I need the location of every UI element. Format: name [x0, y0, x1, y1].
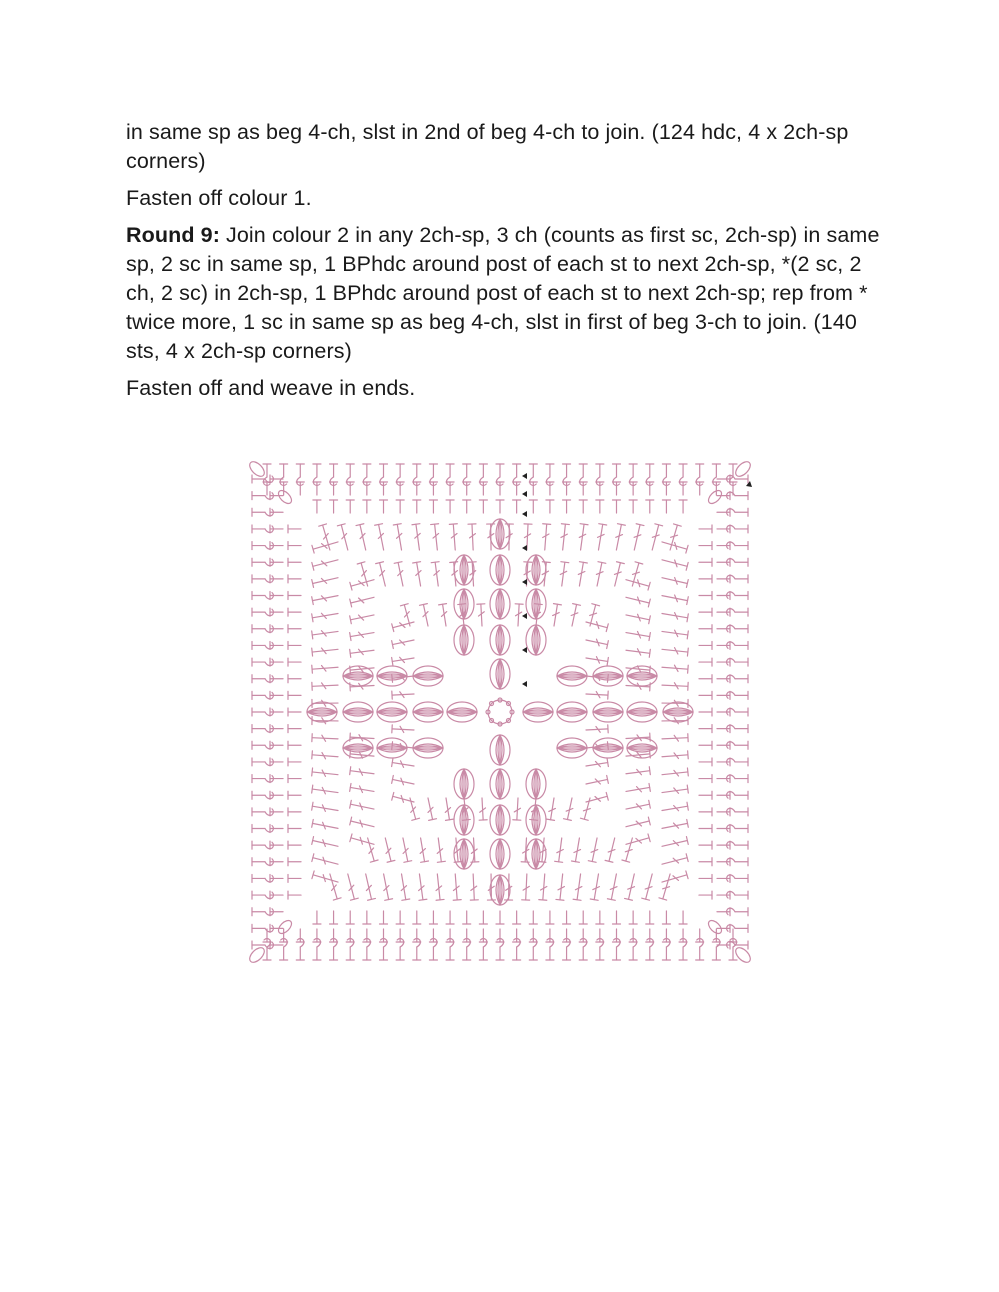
stitch-right-r2-7 [699, 592, 712, 600]
puff-wo-1 [377, 738, 407, 758]
stitch-top-r2-18 [563, 500, 571, 513]
round9-label: Round 9: [126, 223, 220, 247]
stitch-right-r2-9 [699, 625, 712, 633]
round-dc-a-2-6 [573, 873, 584, 900]
stitch-left-r2-7 [288, 592, 301, 600]
round-dc-a-2-17 [380, 873, 393, 900]
round-dc-b-1-4 [625, 629, 650, 641]
round-dc-a-2-9 [522, 874, 531, 900]
round-dc-a-0-3 [356, 524, 370, 551]
round-dc-a-1-18 [661, 837, 688, 851]
round-dc-b-2-2 [605, 837, 618, 862]
round-dc-a-2-7 [556, 874, 567, 901]
round-dc-b-2-4 [571, 837, 583, 862]
stitch-right-r2-8 [699, 608, 712, 616]
stitch-top-r2-6 [363, 500, 371, 513]
puff-n-3 [490, 555, 510, 585]
stitch-bottom-r2-7 [380, 911, 388, 924]
round-dc-a-3-20 [312, 538, 339, 553]
round-dc-b-0-3 [394, 562, 407, 587]
round-dc-b-3-15 [350, 593, 375, 606]
puff-no-2 [454, 589, 474, 619]
stitch-right-r2-6 [699, 575, 712, 583]
round-dc-a-3-18 [312, 574, 339, 588]
round-dc-b-3-13 [350, 629, 375, 641]
puff-eo-0 [557, 738, 587, 758]
round-dc-a-0-17 [612, 524, 625, 551]
round-dc-a-1-13 [662, 751, 689, 761]
stitch-top-r2-14 [496, 500, 504, 513]
round-dc-a-0-16 [595, 524, 607, 551]
puff-no-5 [454, 555, 474, 585]
start-marker-corner [746, 481, 752, 487]
round-dc-a-2-3 [625, 873, 639, 900]
round-dc-a-2-19 [344, 873, 358, 900]
puff-e-0 [523, 702, 553, 722]
round-dc-a-1-6 [661, 627, 688, 638]
stitch-left-r2-13 [288, 691, 301, 699]
puff-s-1 [490, 769, 510, 799]
centre-ring [488, 700, 512, 724]
start-marker-5 [522, 511, 527, 517]
stitch-top-r2-5 [346, 500, 354, 513]
round-dc-c-2-3 [547, 797, 558, 820]
round-dc-c-3-5 [392, 725, 414, 734]
puff-w-1 [413, 702, 443, 722]
stitch-right-r2-10 [699, 641, 712, 649]
stitch-top-r2-8 [396, 500, 404, 513]
puff-s-2 [490, 805, 510, 835]
round-dc-a-2-20 [326, 873, 341, 900]
round-dc-b-3-14 [350, 611, 375, 624]
round-dc-a-1-14 [662, 768, 689, 779]
corner-loop-3 [733, 945, 753, 965]
stitch-bottom-r2-5 [346, 911, 354, 924]
stitch-top-r2-11 [446, 500, 454, 513]
round-dc-c-0-5 [477, 604, 486, 626]
stitch-left-r2-14 [288, 708, 301, 716]
round-dc-a-1-19 [661, 854, 688, 868]
round-dc-b-0-4 [413, 562, 425, 587]
round-dc-a-0-8 [449, 524, 459, 551]
round-dc-a-1-20 [661, 871, 688, 886]
stitch-left-r2-5 [288, 558, 301, 566]
round-dc-a-2-13 [451, 874, 461, 901]
round-dc-c-1-1 [585, 618, 608, 631]
round-dc-a-1-4 [661, 592, 688, 605]
round-dc-b-1-14 [625, 800, 650, 813]
round-dc-c-3-3 [392, 759, 415, 770]
round-dc-b-2-15 [381, 837, 394, 862]
stitch-bottom-r2-9 [413, 911, 421, 924]
round-dc-b-1-12 [625, 767, 650, 778]
stitch-right-r2-11 [699, 658, 712, 666]
round-dc-b-3-12 [350, 646, 375, 657]
round-dc-a-0-4 [375, 524, 388, 551]
puff-e-1 [557, 702, 587, 722]
round-dc-c-3-9 [392, 654, 415, 665]
stitch-bottom-r2-12 [463, 911, 471, 924]
round-dc-a-3-7 [312, 768, 339, 779]
round-dc-c-2-7 [478, 798, 487, 820]
round-dc-a-2-15 [415, 873, 426, 900]
round-dc-c-1-9 [585, 759, 608, 770]
start-marker-3 [522, 579, 527, 585]
round-dc-c-0-9 [550, 604, 561, 627]
fasten-off-final: Fasten off and weave in ends. [126, 376, 416, 400]
stitch-left-r2-22 [288, 841, 301, 849]
start-marker-0 [522, 681, 527, 687]
stitch-right-r2-3 [699, 525, 712, 533]
round-dc-c-3-10 [392, 636, 415, 648]
round-dc-a-3-15 [312, 627, 339, 638]
round-dc-a-3-9 [312, 734, 338, 743]
round-dc-b-2-13 [417, 837, 429, 862]
round-dc-b-1-1 [625, 576, 650, 590]
round-dc-b-0-12 [558, 562, 569, 587]
stitch-bottom-r2-22 [629, 911, 637, 924]
start-marker-4 [522, 545, 527, 551]
round-dc-a-0-12 [523, 524, 532, 550]
round-dc-a-1-17 [661, 819, 688, 832]
stitch-right-r2-12 [699, 675, 712, 683]
stitch-top-r2-25 [679, 500, 687, 513]
round-dc-a-0-18 [630, 524, 644, 551]
stitch-top-r2-23 [646, 500, 654, 513]
stitch-right-r2-16 [699, 741, 712, 749]
round-dc-a-1-3 [661, 574, 688, 588]
round-dc-b-3-1 [350, 834, 375, 848]
puff-so-3 [454, 769, 474, 799]
round-dc-a-3-16 [312, 610, 339, 622]
stitch-bottom-r2-8 [396, 911, 404, 924]
stitch-bottom-r2-11 [446, 911, 454, 924]
round-dc-a-1-8 [662, 663, 689, 673]
round-dc-a-2-14 [433, 874, 444, 901]
stitch-left-r2-12 [288, 675, 301, 683]
stitch-left-r2-6 [288, 575, 301, 583]
puff-e-3 [627, 702, 657, 722]
round-dc-b-0-14 [593, 562, 606, 587]
puff-eo-1 [593, 738, 623, 758]
corner-loop-inner-3 [706, 918, 724, 936]
corner-loop-inner-2 [276, 918, 294, 936]
stitch-right-r2-20 [699, 808, 712, 816]
fasten-off-colour1: Fasten off colour 1. [126, 186, 312, 210]
round-dc-a-3-2 [312, 854, 339, 868]
round-dc-a-3-17 [312, 592, 339, 605]
stitch-left-r2-3 [288, 525, 301, 533]
stitch-top-r2-22 [629, 500, 637, 513]
stitch-right-r2-22 [699, 841, 712, 849]
round-dc-c-2-9 [442, 797, 453, 820]
round-dc-b-3-2 [350, 817, 375, 830]
round-dc-a-0-5 [393, 524, 405, 551]
round-dc-a-2-5 [590, 873, 602, 900]
round-dc-a-0-19 [648, 524, 662, 551]
round-dc-b-3-3 [350, 800, 375, 813]
puff-no-0 [526, 625, 546, 655]
stitch-bottom-r2-23 [646, 911, 654, 924]
puff-wo-3 [413, 666, 443, 686]
stitch-bottom-r2-10 [429, 911, 437, 924]
stitch-left-r2-9 [288, 625, 301, 633]
corner-loop-inner-1 [706, 488, 724, 506]
round-dc-a-0-13 [541, 524, 551, 551]
stitch-bottom-r2-4 [330, 911, 338, 924]
stitch-top-r2-20 [596, 500, 604, 513]
stitch-right-r2-5 [699, 558, 712, 566]
round-dc-b-2-1 [622, 837, 636, 862]
round-dc-c-3-2 [392, 776, 415, 788]
stitch-right-r2-14 [699, 708, 712, 716]
round-dc-a-1-16 [661, 802, 688, 814]
start-marker-6 [522, 491, 527, 497]
round-dc-b-1-15 [625, 817, 650, 830]
round-dc-a-2-16 [398, 873, 410, 900]
stitch-right-r2-13 [699, 691, 712, 699]
puff-eo-2 [593, 666, 623, 686]
stitch-top-r2-24 [662, 500, 670, 513]
stitch-top-r2-10 [429, 500, 437, 513]
round-dc-c-2-10 [424, 797, 436, 820]
puff-so-2 [454, 805, 474, 835]
stitch-right-r2-17 [699, 758, 712, 766]
round-dc-b-1-5 [625, 646, 650, 657]
round-dc-a-0-15 [577, 524, 588, 551]
round-dc-a-0-2 [337, 524, 351, 551]
stitch-bottom-r2-14 [496, 911, 504, 924]
stitch-top-r2-7 [380, 500, 388, 513]
stitch-left-r2-10 [288, 641, 301, 649]
round-dc-c-1-2 [585, 636, 608, 648]
stitch-left-r2-21 [288, 825, 301, 833]
stitch-left-r2-24 [288, 874, 301, 882]
puff-no-3 [454, 625, 474, 655]
round-dc-a-3-5 [312, 802, 339, 814]
continuation-paragraph: in same sp as beg 4-ch, slst in 2nd of beg 4-ch to join. (124 hdc, 4 x 2ch-sp corners) [126, 120, 849, 173]
stitch-top-r2-4 [330, 500, 338, 513]
stitch-right-r2-4 [699, 542, 712, 550]
stitch-right-r2-24 [699, 874, 712, 882]
round-dc-a-3-13 [312, 663, 339, 673]
round-dc-a-2-2 [642, 873, 656, 900]
round-dc-a-1-7 [662, 645, 689, 656]
round-dc-b-1-13 [625, 783, 650, 795]
crochet-chart [212, 428, 788, 998]
puff-w-3 [343, 702, 373, 722]
start-marker-1 [522, 647, 527, 653]
pattern-text [126, 118, 886, 411]
round9-paragraph [126, 221, 886, 366]
puff-e-2 [593, 702, 623, 722]
stitch-right-r2-18 [699, 775, 712, 783]
stitch-bottom-r2-16 [529, 911, 537, 924]
puff-eo-3 [557, 666, 587, 686]
round-dc-b-1-16 [625, 834, 650, 848]
round-dc-b-0-13 [575, 562, 587, 587]
round-dc-a-3-19 [312, 556, 339, 570]
puff-s-0 [490, 735, 510, 765]
stitch-bottom-r2-25 [679, 911, 687, 924]
puff-n-2 [490, 589, 510, 619]
round-dc-c-2-2 [564, 797, 576, 820]
stitch-bottom-r2-18 [563, 911, 571, 924]
stitch-top-r2-17 [546, 500, 554, 513]
round-dc-b-1-2 [625, 593, 650, 606]
corner-loop-0 [247, 459, 267, 479]
stitch-top-r2-19 [579, 500, 587, 513]
round-dc-a-0-6 [412, 524, 423, 551]
stitch-right-r2-25 [699, 891, 712, 899]
round-dc-a-0-14 [559, 524, 570, 551]
round-dc-c-0-3 [439, 604, 450, 627]
corner-loop-inner-0 [276, 488, 294, 506]
stitch-bottom-r2-20 [596, 911, 604, 924]
corner-loop-2 [247, 945, 267, 965]
round-dc-c-3-7 [392, 690, 414, 699]
round-dc-a-1-5 [661, 610, 688, 622]
round-dc-a-1-9 [662, 681, 688, 690]
round-dc-a-2-8 [539, 874, 549, 901]
round-dc-b-3-5 [350, 767, 375, 778]
puff-s-3 [490, 839, 510, 869]
round-dc-a-1-15 [661, 785, 688, 796]
round-dc-b-2-16 [364, 837, 378, 862]
round-dc-b-0-2 [376, 562, 389, 587]
stitch-top-r2-9 [413, 500, 421, 513]
stitch-right-r2-19 [699, 791, 712, 799]
puff-wo-2 [377, 666, 407, 686]
stitch-bottom-r2-15 [513, 911, 521, 924]
stitch-left-r2-18 [288, 775, 301, 783]
round-dc-b-1-3 [625, 611, 650, 624]
round-dc-c-1-3 [585, 654, 608, 665]
stitch-left-r2-19 [288, 791, 301, 799]
round-dc-c-0-2 [420, 604, 432, 627]
puff-no-4 [526, 555, 546, 585]
stitch-right-r2-21 [699, 825, 712, 833]
corner-loop-1 [733, 459, 753, 479]
round-dc-c-1-10 [585, 776, 608, 788]
stitch-left-r2-23 [288, 858, 301, 866]
round-dc-b-2-3 [588, 837, 601, 862]
puff-w-2 [377, 702, 407, 722]
round-dc-c-1-7 [586, 725, 608, 734]
round-dc-c-0-10 [568, 604, 580, 627]
stitch-top-r2-3 [313, 500, 321, 513]
round-dc-a-2-18 [362, 873, 376, 900]
puff-wo-0 [413, 738, 443, 758]
stitch-left-r2-20 [288, 808, 301, 816]
stitch-top-r2-13 [479, 500, 487, 513]
round-dc-b-2-5 [555, 837, 566, 862]
stitch-left-r2-17 [288, 758, 301, 766]
round-dc-c-2-5 [513, 798, 522, 820]
round-dc-b-3-16 [350, 576, 375, 590]
stitch-left-r2-15 [288, 725, 301, 733]
round-dc-a-3-8 [312, 751, 339, 761]
stitch-bottom-r2-21 [613, 911, 621, 924]
round-dc-a-3-14 [312, 645, 339, 656]
round-dc-a-3-12 [312, 681, 338, 690]
puff-n-0 [490, 659, 510, 689]
round-dc-a-1-1 [661, 538, 688, 553]
stitch-top-r2-16 [529, 500, 537, 513]
round-dc-a-2-12 [469, 874, 478, 900]
stitch-bottom-r2-19 [579, 911, 587, 924]
start-marker-7 [522, 473, 527, 479]
round-dc-b-0-15 [611, 562, 624, 587]
puff-w-0 [447, 702, 477, 722]
stitch-top-r2-21 [613, 500, 621, 513]
stitch-right-r2-23 [699, 858, 712, 866]
stitch-right-r2-15 [699, 725, 712, 733]
round-dc-c-3-11 [392, 618, 415, 631]
stitch-top-r2-12 [463, 500, 471, 513]
puff-so-1 [526, 805, 546, 835]
round-dc-c-1-5 [586, 690, 608, 699]
round9-text: Join colour 2 in any 2ch-sp, 3 ch (counts as first sc, 2ch-sp) in same sp, 2 sc in same sp, 1 BPhdc around post of each st to next 2ch-sp, *(2 sc, 2 ch, 2 sc) in 2ch-sp, 1 BPhdc around post of each st to next 2ch-sp; rep from * twice more, 1 sc in same sp as beg 4-ch, slst in first of beg 3-ch to join. (140 sts, 4 x 2ch-sp corners) [126, 223, 880, 363]
round-dc-b-3-4 [350, 783, 375, 795]
round-dc-a-2-4 [607, 873, 620, 900]
stitch-bottom-r2-13 [479, 911, 487, 924]
stitch-bottom-r2-24 [662, 911, 670, 924]
round-dc-a-3-6 [312, 785, 339, 796]
stitch-bottom-r2-17 [546, 911, 554, 924]
round-dc-a-0-9 [468, 524, 477, 550]
round-dc-a-1-12 [662, 734, 688, 743]
round-dc-a-1-2 [661, 556, 688, 570]
round-dc-a-2-1 [659, 873, 674, 900]
stitch-left-r2-16 [288, 741, 301, 749]
puff-so-0 [526, 769, 546, 799]
round-dc-b-2-12 [434, 837, 445, 862]
round-dc-a-3-3 [312, 837, 339, 851]
puff-n-1 [490, 625, 510, 655]
stitch-left-r2-8 [288, 608, 301, 616]
round-dc-b-2-14 [399, 837, 412, 862]
stitch-bottom-r2-6 [363, 911, 371, 924]
round-dc-c-0-7 [514, 604, 523, 626]
round-dc-a-0-7 [431, 524, 442, 551]
stitch-bottom-r2-3 [313, 911, 321, 924]
round-dc-b-0-5 [431, 562, 442, 587]
stitch-left-r2-11 [288, 658, 301, 666]
start-marker-2 [522, 613, 527, 619]
stitch-top-r2-15 [513, 500, 521, 513]
round-dc-a-3-4 [312, 819, 339, 832]
stitch-left-r2-4 [288, 542, 301, 550]
stitch-left-r2-25 [288, 891, 301, 899]
round-dc-a-3-1 [312, 871, 339, 886]
puff-no-1 [526, 589, 546, 619]
